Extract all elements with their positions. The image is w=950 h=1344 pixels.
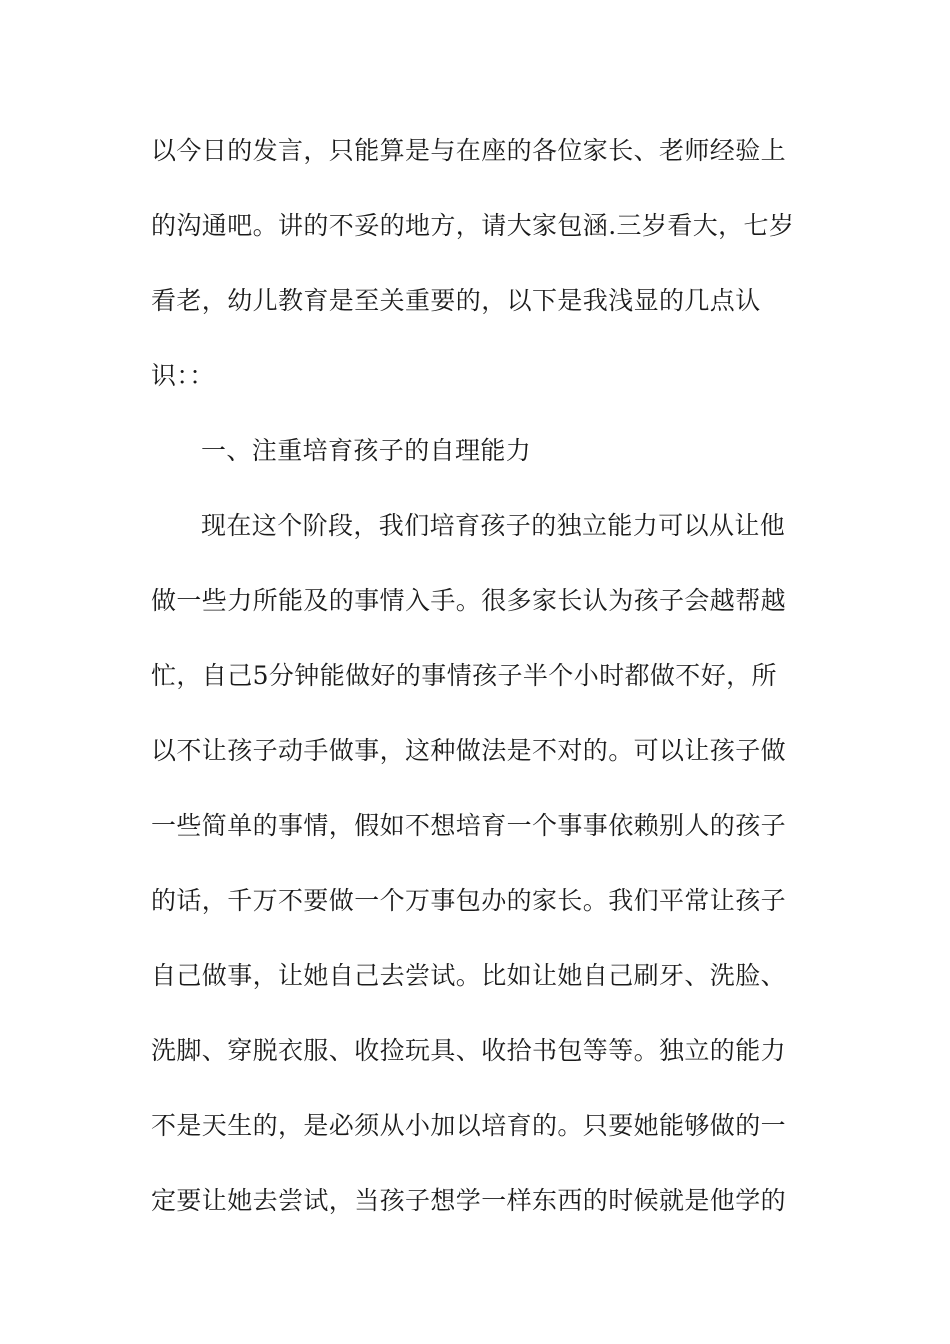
paragraph-line: 一些简单的事情，假如不想培育一个事事依赖别人的孩子 <box>151 811 787 840</box>
paragraph-line: 以今日的发言，只能算是与在座的各位家长、老师经验上 <box>151 136 787 165</box>
paragraph-line: 自己做事，让她自己去尝试。比如让她自己刷牙、洗脸、 <box>151 961 787 990</box>
paragraph-line: 的沟通吧。讲的不妥的地方，请大家包涵.三岁看大，七岁 <box>151 211 795 240</box>
paragraph-line: 做一些力所能及的事情入手。很多家长认为孩子会越帮越 <box>151 586 787 615</box>
section-heading: 一、注重培育孩子的自理能力 <box>201 436 532 465</box>
paragraph-line: 定要让她去尝试，当孩子想学一样东西的时候就是他学的 <box>151 1186 787 1215</box>
paragraph-line: 的话，千万不要做一个万事包办的家长。我们平常让孩子 <box>151 886 787 915</box>
paragraph-line: 以不让孩子动手做事，这种做法是不对的。可以让孩子做 <box>151 736 787 765</box>
paragraph-line: 看老，幼儿教育是至关重要的，以下是我浅显的几点认 <box>151 286 761 315</box>
paragraph-line: 现在这个阶段，我们培育孩子的独立能力可以从让他 <box>201 511 786 540</box>
paragraph-line: 忙，自己5分钟能做好的事情孩子半个小时都做不好，所 <box>151 661 777 690</box>
paragraph-line: 不是天生的，是必须从小加以培育的。只要她能够做的一 <box>151 1111 787 1140</box>
paragraph-line: 识：： <box>151 361 215 390</box>
paragraph-line: 洗脚、穿脱衣服、收捡玩具、收拾书包等等。独立的能力 <box>151 1036 787 1065</box>
